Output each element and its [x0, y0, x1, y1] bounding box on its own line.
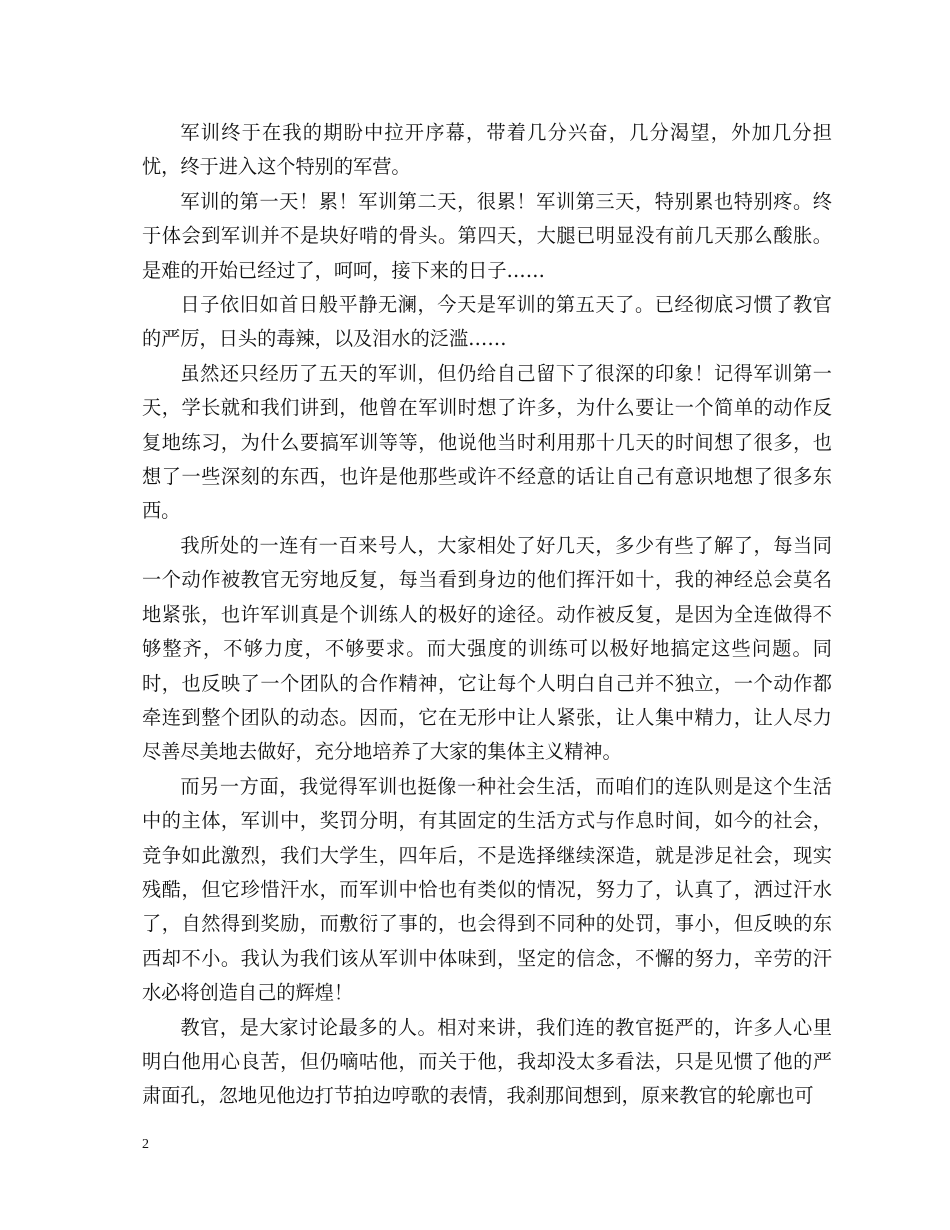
- paragraph-6: 而另一方面，我觉得军训也挺像一种社会生活，而咱们的连队则是这个生活中的主体，军训中，奖罚分明，有其固定的生活方式与作息时间，如今的社会，竞争如此激烈，我们大学生，四年后，不是选择继续深造，就是涉足社会，现实残酷，但它珍惜汗水，而军训中恰也有类似的情况，努力了，认真了，洒过汗水了，自然得到奖励，而敷衍了事的，也会得到不同种的处罚，事小，但反映的东西却不小。我认为我们该从军训中体味到，坚定的信念，不懈的努力，辛劳的汗水必将创造自己的辉煌！: [142, 774, 832, 1005]
- paragraph-5: 我所处的一连有一百来号人，大家相处了好几天，多少有些了解了，每当同一个动作被教官无穷地反复，每当看到身边的他们挥汗如十，我的神经总会莫名地紧张，也许军训真是个训练人的极好的途径。动作被反复，是因为全连做得不够整齐，不够力度，不够要求。而大强度的训练可以极好地搞定这些问题。同时，也反映了一个团队的合作精神，它让每个人明白自己并不独立，一个动作都牵连到整个团队的动态。因而，它在无形中让人紧张，让人集中精力，让人尽力尽善尽美地去做好，充分地培养了大家的集体主义精神。: [142, 533, 832, 764]
- paragraph-7: 教官，是大家讨论最多的人。相对来讲，我们连的教官挺严的，许多人心里明白他用心良苦，但仍嘀咕他，而关于他，我却没太多看法，只是见惯了他的严肃面孔，忽地见他边打节拍边哼歌的表情，我刹那间想到，原来教官的轮廓也可: [142, 1015, 832, 1108]
- paragraph-1: 军训终于在我的期盼中拉开序幕，带着几分兴奋，几分渴望，外加几分担忧，终于进入这个特别的军营。: [142, 121, 832, 179]
- paragraph-3: 日子依旧如首日般平静无澜，今天是军训的第五天了。已经彻底习惯了教官的严厉，日头的毒辣，以及泪水的泛滥……: [142, 293, 832, 351]
- document-body: [142, 116, 832, 1114]
- paragraph-4: 虽然还只经历了五天的军训，但仍给自己留下了很深的印象！记得军训第一天，学长就和我们讲到，他曾在军训时想了许多，为什么要让一个简单的动作反复地练习，为什么要搞军训等等，他说他当时利用那十几天的时间想了很多，也想了一些深刻的东西，也许是他那些或许不经意的话让自己有意识地想了很多东西。: [142, 361, 832, 523]
- page-number: 2: [142, 1137, 149, 1152]
- paragraph-2: 军训的第一天！累！军训第二天，很累！军训第三天，特别累也特别疼。终于体会到军训并不是块好啃的骨头。第四天，大腿已明显没有前几天那么酸胀。是难的开始已经过了，呵呵，接下来的日子……: [142, 189, 832, 282]
